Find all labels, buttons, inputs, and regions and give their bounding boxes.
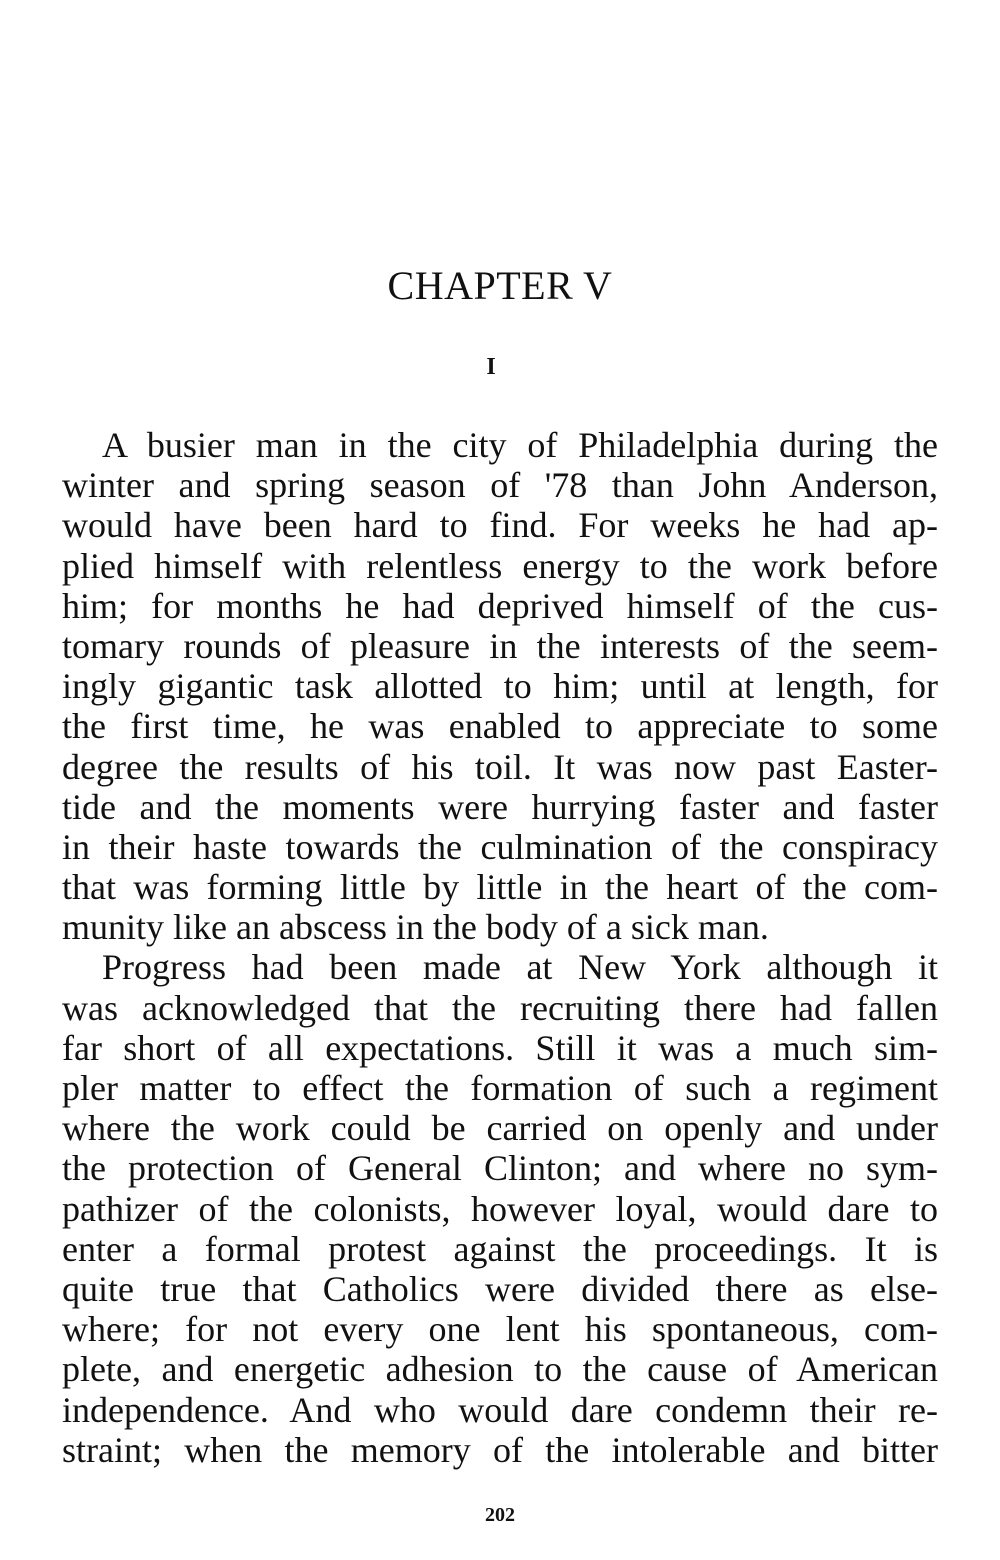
body-text	[62, 425, 938, 1470]
chapter-title: CHAPTER V	[387, 263, 613, 308]
text-line: tomary rounds of pleasure in the interests of the seem-	[62, 625, 938, 666]
text-line: that was forming little by little in the heart of the com-	[62, 867, 938, 908]
text-line: was acknowledged that the recruiting there had fallen	[62, 987, 938, 1028]
text-line: pler matter to effect the formation of such a regiment	[62, 1068, 938, 1108]
text-line: plied himself with relentless energy to the work before	[62, 545, 938, 586]
text-line: the protection of General Clinton; and where no sym-	[62, 1148, 938, 1189]
paragraph	[62, 425, 938, 947]
text-line: ingly gigantic task allotted to him; until at length, for	[62, 666, 938, 707]
text-line: pathizer of the colonists, however loyal, would dare to	[62, 1188, 938, 1229]
page-number: 202	[485, 1504, 515, 1526]
text-line: where the work could be carried on openly and under	[62, 1108, 938, 1149]
text-line: munity like an abscess in the body of a sick man.	[62, 907, 769, 948]
text-line: A busier man in the city of Philadelphia during the	[102, 425, 938, 465]
text-line: independence. And who would dare condemn their re-	[62, 1389, 938, 1430]
section-number: I	[486, 354, 496, 380]
text-line: far short of all expectations. Still it was a much sim-	[62, 1027, 938, 1068]
text-line: the first time, he was enabled to appreciate to some	[62, 706, 938, 747]
text-line: degree the results of his toil. It was now past Easter-	[62, 746, 938, 787]
text-line: would have been hard to find. For weeks he had ap-	[62, 505, 938, 546]
text-line: Progress had been made at New York although it	[102, 947, 938, 988]
text-line: straint; when the memory of the intolerable and bitter	[62, 1429, 938, 1470]
text-line: where; for not every one lent his spontaneous, com-	[62, 1309, 938, 1350]
text-line: him; for months he had deprived himself of the cus-	[62, 585, 938, 626]
text-line: in their haste towards the culmination of the conspiracy	[62, 826, 938, 867]
text-line: tide and the moments were hurrying faster and faster	[62, 786, 938, 827]
text-line: enter a formal protest against the proceedings. It is	[62, 1228, 938, 1269]
text-line: plete, and energetic adhesion to the cause of American	[62, 1349, 938, 1390]
paragraph	[62, 947, 938, 1469]
text-line: quite true that Catholics were divided there as else-	[62, 1268, 938, 1309]
text-line: winter and spring season of '78 than John Anderson,	[62, 465, 938, 506]
